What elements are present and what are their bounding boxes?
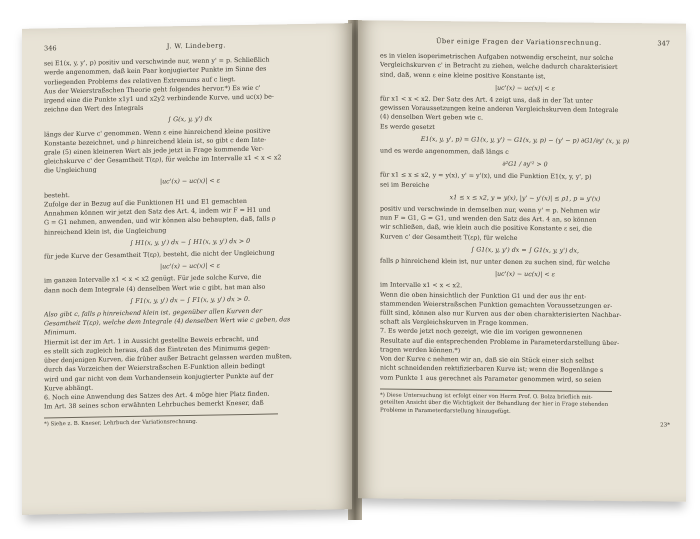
- text-line: Annahmen können wir jetzt den Satz des Art. 4, indem wir F = H1 und: [44, 206, 271, 218]
- text-line: nicht schneidenden rektifizierbaren Kurve ist; wenn die Bogenlänge s: [380, 364, 604, 375]
- text-line: 6. Noch eine Anwendung des Satzes des Art. 4 möge hier Platz finden.: [44, 390, 270, 402]
- text-line: tragen werden können.*): [380, 346, 461, 355]
- text-line: positiv und verschwinde in demselben nur, wenn y' = p. Nehmen wir: [380, 205, 600, 215]
- footnote-line: *) Diese Untersuchung ist erfolgt einer von Herrn Prof. O. Bolza brieflich mit-: [380, 392, 593, 401]
- left-page-text: [44, 39, 336, 429]
- formula: |uc'(x) − uc(x)| < ε: [159, 177, 220, 186]
- formula: |uc'(x) − uc(x)| < ε: [159, 262, 220, 271]
- text-line: Vergleichskurven c' in Betracht zu ziehen, welche dadurch charakterisiert: [380, 61, 618, 72]
- text-line: sind, daß, wenn ε eine kleine positive Konstante ist,: [380, 71, 546, 80]
- text-line: wir schließen, daß, wie klein auch die positive Konstante ε sei, die: [380, 223, 593, 234]
- footnote-line: Probleme in Parameterdarstellung hinzugefügt.: [380, 407, 511, 415]
- text-line: die Ungleichung: [44, 167, 97, 175]
- text-line: im ganzen Intervalle x1 < x < x2 genügt. Für jede solche Kurve, die: [44, 274, 262, 285]
- right-page-text: [380, 37, 670, 432]
- text-line: 7. Es werde jetzt noch gezeigt, wie die im vorigen gewonnenen: [380, 327, 583, 338]
- formula: |uc'(x) − uc(x)| < ε: [494, 270, 555, 279]
- text-line: hinreichend klein ist, die Ungleichung: [44, 227, 167, 237]
- text-line: sei E1(x, y, y', p) positiv und verschwinde nur, wenn y' = p. Schließlich: [44, 56, 270, 68]
- italic-text: Also gibt c, falls ρ hinreichend klein ist, gegenüber allen Kurven der: [44, 307, 263, 319]
- text-line: längs der Kurve c' genommen. Wenn ε eine hinreichend kleine positive: [44, 127, 271, 139]
- text-line: (4) denselben Wert geben wie c.: [380, 113, 483, 123]
- left-footnote: *) Siehe z. B. Kneser, Lehrbuch der Variationsrechnung.: [44, 414, 278, 430]
- text-line: gewissen Voraussetzungen keine anderen Vergleichskurven dem Integrale: [380, 104, 619, 115]
- right-running-head: Über einige Fragen der Variationsrechnung.: [435, 37, 602, 47]
- text-line: füllt sind, können also nur Kurven aus der oben charakterisierten Nachbar-: [380, 309, 622, 320]
- text-line: Zufolge der in Bezug auf die Funktionen H1 und E1 gemachten: [44, 198, 247, 209]
- formula: ∫ G(x, y, y') dx: [167, 115, 213, 124]
- open-book: [22, 12, 686, 527]
- formula: ∫ H1(x, y, y') dx − ∫ H1(x, y, y') dx > 0: [129, 237, 251, 247]
- formula: ∂²G1 / ∂y'² > 0: [502, 161, 548, 169]
- text-line: für jede Kurve der Gesamtheit T(ερ), besteht, die nicht der Ungleichung: [44, 249, 275, 261]
- formula: ∫ F1(x, y, y') dx − ∫ F1(x, y, y') dx > 0.: [129, 295, 250, 305]
- text-line: wird und gar nicht von dem Vorhandensein konjugierter Punkte auf der: [44, 371, 274, 383]
- text-line: durch das Vorzeichen der Weierstraßschen E-Funktion allein bedingt: [44, 362, 265, 374]
- text-line: vom Punkte 1 aus gerechnet als Parameter genommen wird, so seien: [380, 374, 602, 384]
- italic-text: Minimum.: [44, 329, 77, 337]
- formula: x1 ≤ x ≤ x2, y = y(x), |y' − y'(x)| ≤ ρ1, p = y'(x): [449, 194, 601, 203]
- text-line: Konstante bezeichnet, und ρ hinreichend klein ist, so gibt c dem Inte-: [44, 136, 267, 148]
- text-line: Hiermit ist der im Art. 1 in Aussicht gestellte Beweis erbracht, und: [44, 335, 259, 347]
- text-line: Von der Kurve c nehmen wir an, daß sie ein Stück einer sich selbst: [380, 355, 594, 365]
- text-line: sei im Bereiche: [380, 181, 430, 189]
- text-line: irgend eine die Punkte x1y1 und x2y2 verbindende Kurve, und uc(x) be-: [44, 93, 274, 105]
- formula: E1(x, y, y', p) = G1(x, y, y') − G1(x, y, p) − (y' − p) ∂G1/∂y' (x, y, p): [420, 135, 630, 145]
- text-line: stammenden Weierstraßschen Funktion gemachten Voraussetzungen er-: [380, 300, 613, 310]
- italic-text: Gesamtheit T(ερ), welche dem Integrale (4) denselben Wert wie c geben, das: [44, 316, 291, 328]
- text-line: für x1 ≤ x ≤ x2, y = y(x), y' = y'(x), und die Funktion E1(x, y, y', p): [380, 171, 592, 182]
- text-line: besteht.: [44, 191, 70, 200]
- text-line: Es werde gesetzt: [380, 123, 435, 131]
- text-line: Kurven c' der Gesamtheit T(ερ), für welche: [380, 233, 518, 242]
- formula: ∫ G1(x, y, y') dx = ∫ G1(x, y, y') dx,: [470, 246, 580, 255]
- text-line: Resultate auf die entsprechenden Probleme in Parameterdarstellung über-: [380, 337, 620, 347]
- text-line: grale (5) einen kleineren Wert als jede jetzt in Frage kommende Ver-: [44, 145, 264, 157]
- signature-mark: 23*: [660, 422, 670, 430]
- text-line: nun F = G1, G = G1, und wenden den Satz des Art. 4 an, so können: [380, 214, 597, 225]
- right-page-number: 347: [657, 39, 670, 48]
- formula: |uc'(x) − uc(x)| < ε: [494, 84, 555, 93]
- text-line: Kurve abhängt.: [44, 384, 94, 393]
- text-line: und es werde angenommen, daß längs c: [380, 147, 509, 156]
- left-page-header: [44, 39, 336, 53]
- right-footnote: [380, 388, 612, 417]
- left-page: [22, 23, 352, 515]
- footnote-line: geteilten Ansicht über die Wichtigkeit der Behandlung der hier in Frage stehenden: [380, 399, 609, 409]
- text-line: es stellt sich zugleich heraus, daß das Eintreten des Minimums gegen-: [44, 344, 271, 356]
- text-line: werde angenommen, daß kein Paar konjugierter Punkte im Sinne des: [44, 66, 267, 77]
- text-line: vorliegenden Problems des relativen Extremums auf c liegt.: [44, 75, 236, 87]
- text-line: dann noch dem Integrale (4) denselben Wert wie c gibt, hat man also: [44, 283, 266, 295]
- text-line: für x1 < x < x2. Der Satz des Art. 4 zeigt uns, daß in der Tat unter: [380, 95, 593, 105]
- text-line: im Intervalle x1 < x < x2.: [380, 281, 463, 290]
- text-line: G = G1 nehmen, anwenden, und wir können also behaupten, daß, falls ρ: [44, 215, 276, 227]
- text-line: gleichskurve c' der Gesamtheit T(ερ), für welche im Intervalle x1 < x < x2: [44, 154, 282, 166]
- text-line: schaft als Vergleichskurven in Frage kommen.: [380, 318, 529, 328]
- text-line: falls ρ hinreichend klein ist, nur unter denen zu suchen sind, für welche: [380, 257, 611, 267]
- text-line: zeichne den Wert des Integrals: [44, 104, 144, 114]
- left-running-head: J. W. Lindeberg.: [166, 41, 226, 51]
- left-page-number: 346: [44, 44, 57, 53]
- text-line: Aus der Weierstraßschen Theorie geht folgendes hervor.*) Es wie c': [44, 84, 261, 96]
- text-line: es in vielen isoperimetrischen Aufgaben notwendig erscheint, nur solche: [380, 52, 614, 63]
- text-line: über denjenigen Kurven, die früher außer Betracht gelassen werden mußten,: [44, 353, 292, 365]
- text-line: Im Art. 38 seines schon erwähnten Lehrbuches bemerkt Kneser, daß: [44, 399, 264, 411]
- right-page-header: [380, 37, 670, 49]
- right-page: [358, 20, 686, 501]
- text-line: Wenn die oben hinsichtlich der Funktion G1 und der aus ihr ent-: [380, 291, 587, 301]
